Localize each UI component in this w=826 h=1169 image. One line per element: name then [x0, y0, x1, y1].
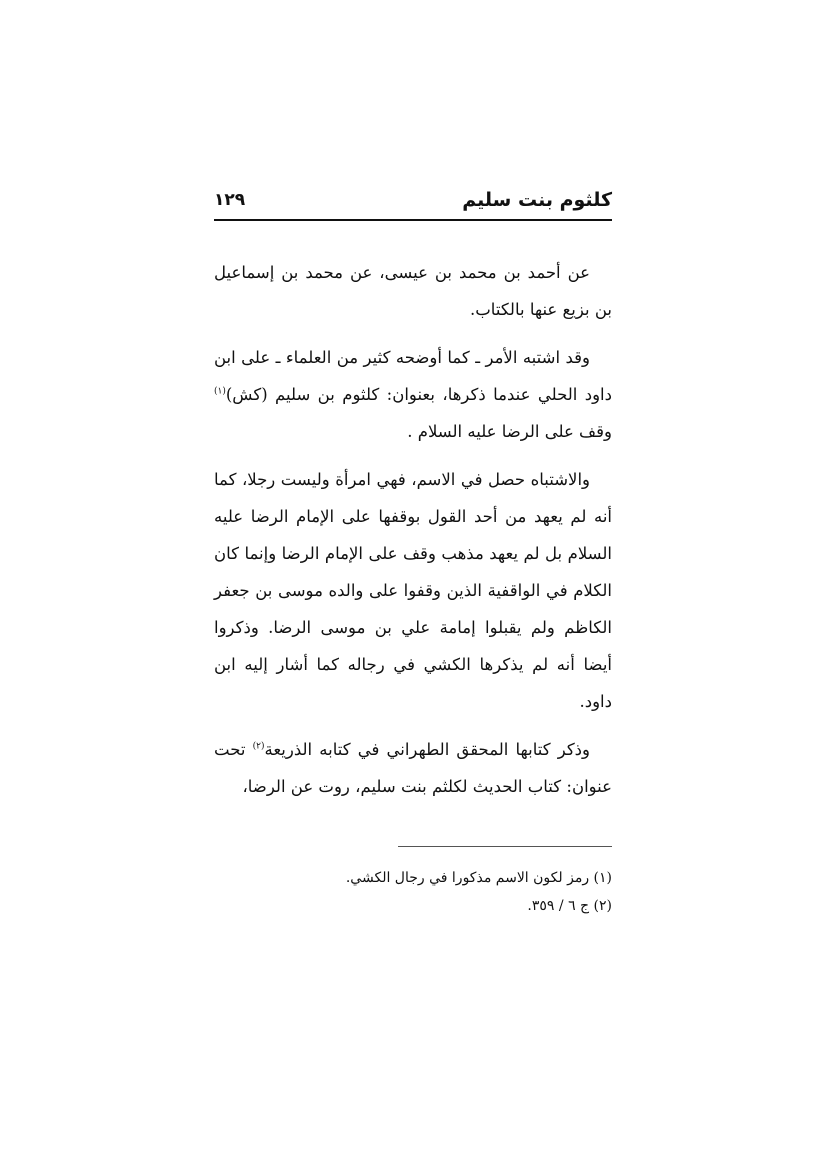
footnotes [214, 864, 612, 920]
footnote: (١) رمز لكون الاسم مذكورا في رجال الكشي. [345, 870, 612, 886]
page-number: ١٢٩ [214, 190, 246, 210]
footnote-divider [398, 846, 612, 847]
paragraph-text: وقف على الرضا عليه السلام . [407, 422, 612, 441]
paragraph-text: تحت عنوان: كتاب الحديث لكلثم بنت سليم، روت عن الرضا، [214, 740, 612, 796]
paragraph [214, 254, 612, 328]
chapter-title: كلثوم بنت سليم [462, 189, 612, 211]
running-header [214, 186, 612, 214]
paragraph [214, 339, 612, 450]
paragraph [214, 461, 612, 720]
paragraph-text: عن أحمد بن محمد بن عيسى، عن محمد بن إسماعيل بن بزيع عنها بالكتاب. [214, 263, 612, 319]
footnote-marker[interactable]: (١) [214, 386, 226, 397]
paragraph-text: والاشتباه حصل في الاسم، فهي امرأة وليست رجلا، كما أنه لم يعهد من أحد القول بوقفها على الإمام الرضا عليه السلام بل لم يعهد مذهب وقف على الإمام الرضا وإنما كان الكلام في الواقفية الذين وقفوا على والده موسى بن جعفر الكاظم ولم يقبلوا إمامة علي بن موسى الرضا. وذكروا أيضا أنه لم يذكرها الكشي في رجاله كما أشار إليه ابن داود. [214, 470, 612, 711]
paragraph [214, 731, 612, 805]
header-divider [214, 219, 612, 221]
paragraph-text: وذكر كتابها المحقق الطهراني في كتابه الذريعة [264, 740, 590, 759]
footnote: (٢) ج ٦ / ٣٥٩. [527, 898, 612, 914]
footnote-marker[interactable]: (٢) [252, 741, 265, 752]
paragraph-text: وقد اشتبه الأمر ـ كما أوضحه كثير من العلماء ـ على ابن داود الحلي عندما ذكرها، بعنوان: كلثوم بن سليم (كش) [214, 348, 612, 404]
main-text [214, 254, 612, 816]
